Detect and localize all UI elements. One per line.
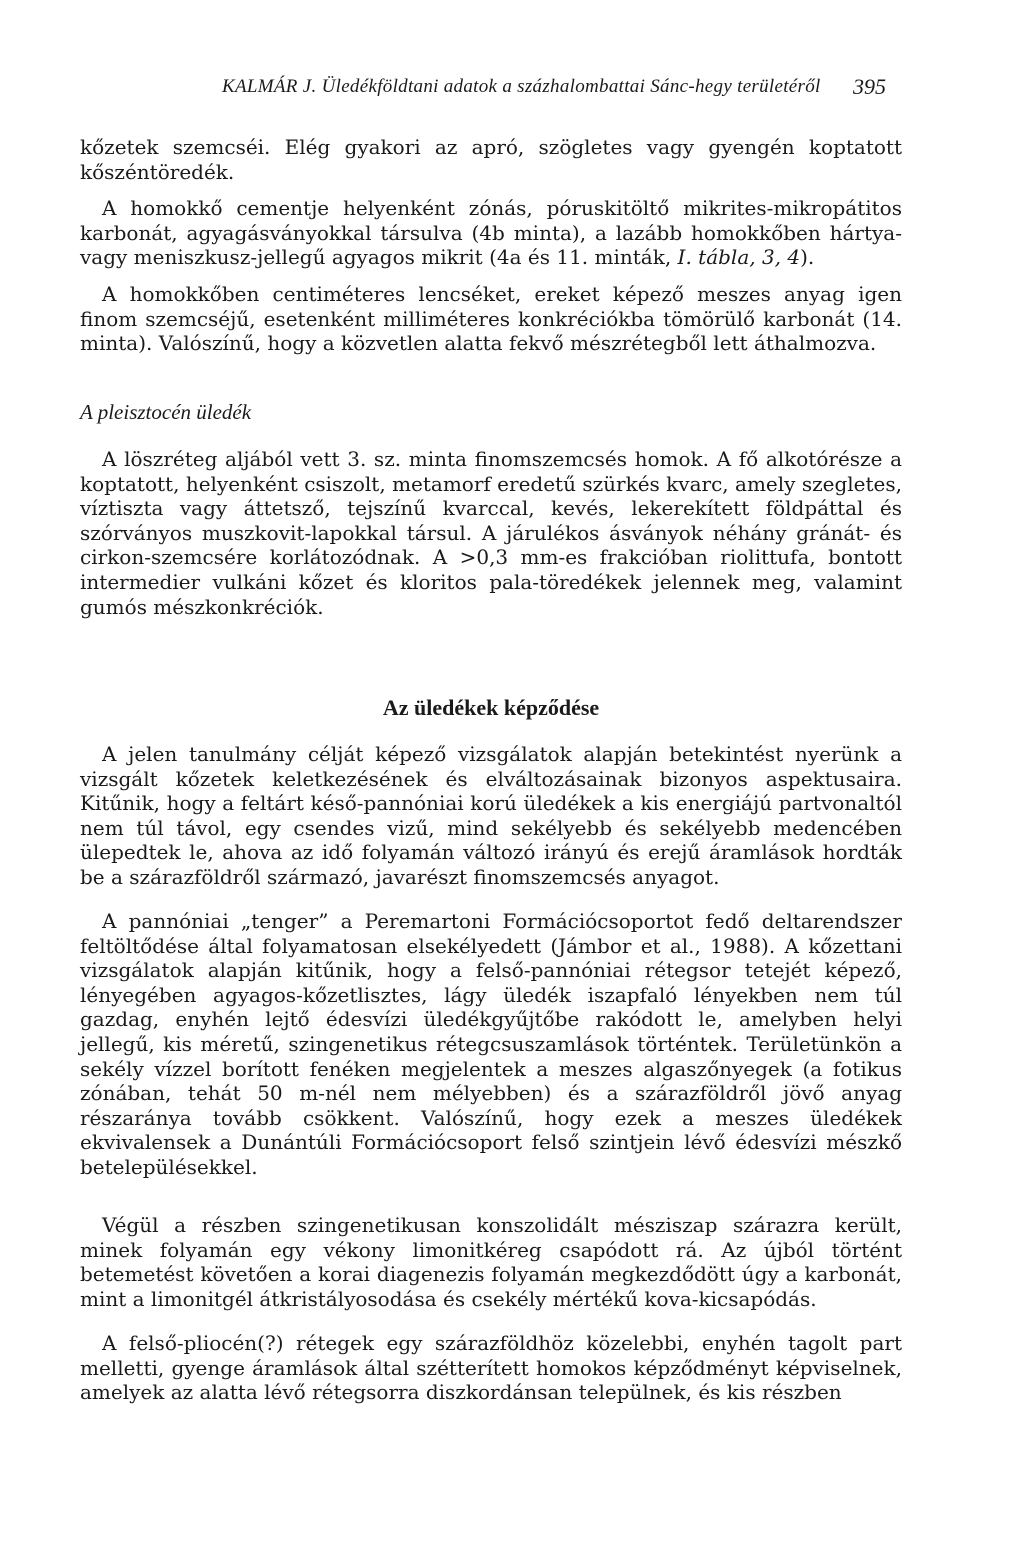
paragraph-1: kőzetek szemcséi. Elég gyakori az apró, szögletes vagy gyengén koptatott kőszéntöredék. xyxy=(80,135,902,184)
header-title: Üledékföldtani adatok a százhalombattai Sánc-hegy területéről xyxy=(321,76,821,97)
page-number: 395 xyxy=(853,74,886,99)
paragraph-6: A pannóniai „tenger” a Peremartoni Formációcsoportot fedő deltarendszer feltöltődése által folyamatosan elsekélyedett (Jámbor et al., 1988). A kőzettani vizsgálatok alapján kitűnik, hogy a felső-pannóniai rétegsor tetejét képező, lényegében agyagos-kőzetlisztes, lágy üledék iszapfaló lényekben nem túl gazdag, enyhén lejtő édesvízi üledékgyűjtőbe rakódott le, amelyben helyi jellegű, kis méretű, szingenetikus rétegcsuszamlások történtek. Területünkön a sekély vízzel borított fenéken megjelentek a meszes algaszőnyegek (a fotikus zónában, tehát 50 m-nél nem mélyebben) és a szárazföldről jövő anyag részaránya tovább csökkent. Valószínű, hogy ezek a meszes üledékek ekvivalensek a Dunántúli Formációcsoport felső szintjein lévő édesvízi mészkő betelepülésekkel. xyxy=(80,909,902,1179)
paragraph-2-text: A homokkő cementje helyenként zónás, póruskitöltő mikrites-mikropátitos karbonát, agyagásványokkal társulva (4b minta), a lazább homokkőben hártya-vagy meniszkusz-jellegű agyagos mikrit (4a és 11. minták, xyxy=(80,196,902,270)
paragraph-2-end: ). xyxy=(800,245,815,270)
paragraph-5: A jelen tanulmány célját képező vizsgálatok alapján betekintést nyerünk a vizsgált kőzetek keletkezésének és elváltozásainak bizonyos aspektusaira. Kitűnik, hogy a feltárt késő-pannóniai korú üledékek a kis energiájú partvonaltól nem túl távol, egy csendes vizű, mind sekélyebb és sekélyebb medencében ülepedtek le, ahova az idő folyamán változó irányú és erejű áramlások hordták be a szárazföldről származó, javarészt finomszemcsés anyagot. xyxy=(80,742,902,889)
journal-page xyxy=(80,0,902,1551)
paragraph-4: A löszréteg aljából vett 3. sz. minta finomszemcsés homok. A fő alkotórésze a koptatott, helyenként csiszolt, metamorf eredetű szürkés kvarc, amely szegletes, víztiszta vagy áttetsző, tejszínű kvarccal, kevés, lekerekített földpáttal és szórványos muszkovit-lapokkal társul. A járulékos ásványok néhány gránát- és cirkon-szemcsére korlátozódnak. A >0,3 mm-es frakcióban riolittufa, bontott intermedier vulkáni kőzet és kloritos pala-töredékek jelennek meg, valamint gumós mészkonkréciók. xyxy=(80,447,902,619)
running-header xyxy=(80,74,902,102)
paragraph-7: Végül a részben szingenetikusan konszolidált mésziszap szárazra került, minek folyamán egy vékony limonitkéreg csapódott rá. Az újból történt betemetést követően a korai diagenezis folyamán megkezdődött úgy a karbonát, mint a limonitgél átkristályosodása és csekély mértékű kova-kicsapódás. xyxy=(80,1213,902,1311)
plate-reference: I. tábla, 3, 4 xyxy=(677,245,801,270)
header-author: KALMÁR J. xyxy=(222,76,317,97)
section-heading: Az üledékek képződése xyxy=(382,695,600,720)
paragraph-2 xyxy=(80,196,902,270)
paragraph-8: A felső-pliocén(?) rétegek egy szárazföldhöz közelebbi, enyhén tagolt part melletti, gyenge áramlások által szétterített homokos képződményt képviselnek, amelyek az alatta lévő rétegsorra diszkordánsan települnek, és kis részben xyxy=(80,1331,902,1405)
running-header-text xyxy=(222,76,821,98)
subsection-heading: A pleisztocén üledék xyxy=(80,400,252,424)
paragraph-3: A homokkőben centiméteres lencséket, ereket képező meszes anyag igen finom szemcséjű, esetenként milliméteres konkréciókba tömörülő karbonát (14. minta). Valószínű, hogy a közvetlen alatta fekvő mészrétegből lett áthalmozva. xyxy=(80,282,902,356)
